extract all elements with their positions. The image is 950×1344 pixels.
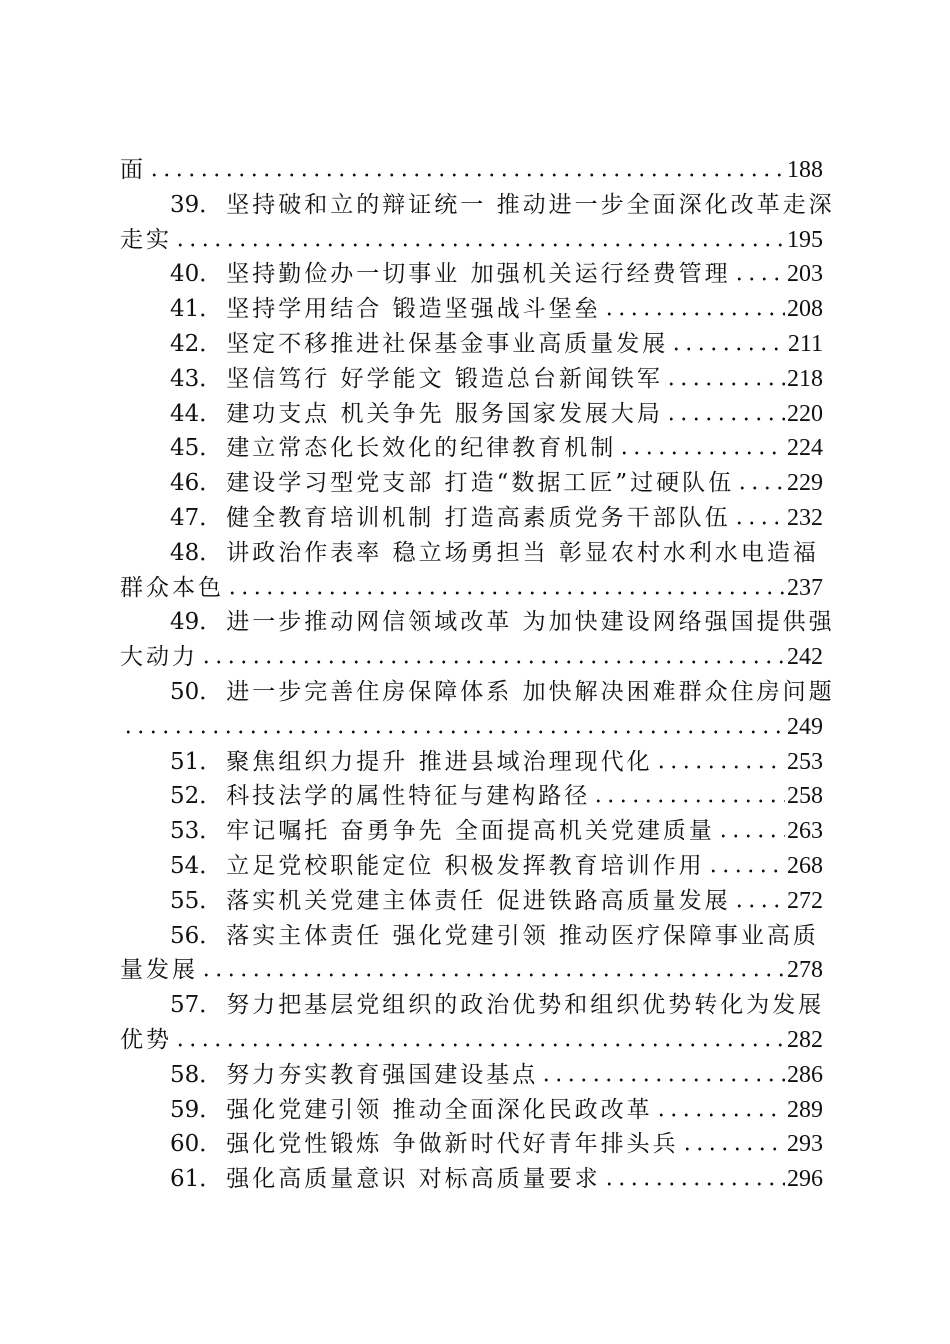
toc-page-number: 232 [787,504,823,531]
toc-entry-title: 走实 [120,226,172,253]
toc-entry-title: 量发展 [120,957,198,984]
toc-entry-title: 强化高质量意识 对标高质量要求 [226,1166,601,1193]
toc-page-number: 272 [787,887,823,914]
toc-entry-line[interactable] [120,675,835,710]
leader-dots [148,173,785,177]
toc-entry-number: 55． [170,887,223,914]
toc-entry-line[interactable] [120,153,823,188]
toc-page-number: 282 [787,1026,823,1053]
toc-entry-number: 57． [170,992,223,1019]
leader-dots [733,521,785,525]
toc-entry-line[interactable] [120,431,823,466]
toc-entry-line[interactable] [120,1093,823,1128]
toc-page-number: 296 [787,1166,823,1193]
toc-entry-line[interactable] [120,571,823,606]
leader-dots [733,904,785,908]
toc-entry-title: 坚持学用结合 锻造坚强战斗堡垒 [226,296,601,323]
toc-entry-number: 61． [170,1166,223,1193]
toc-page-number: 293 [787,1131,823,1158]
toc-page-number: 224 [787,435,823,462]
leader-dots [736,486,785,490]
toc-entry-title: 坚信笃行 好学能文 锻造总台新闻铁军 [226,365,663,392]
leader-dots [226,591,785,595]
leader-dots [707,869,785,873]
toc-entry-title: 大动力 [120,644,198,671]
toc-entry-line[interactable] [120,536,823,571]
toc-entry-number: 47． [170,504,223,531]
toc-page-number: 253 [787,748,823,775]
toc-entry-line[interactable] [120,953,823,988]
toc-entry-number: 59． [170,1096,223,1123]
toc-entry-number: 52． [170,783,223,810]
toc-entry-number: 40． [170,261,223,288]
toc-page-number: 220 [787,400,823,427]
leader-dots [670,347,786,351]
toc-entry-number: 45． [170,435,223,462]
toc-entry-title: 坚定不移推进社保基金事业高质量发展 [226,330,669,357]
toc-entry-line[interactable] [120,710,823,745]
toc-entry-title: 建功支点 机关争先 服务国家发展大局 [226,400,663,427]
toc-entry-line[interactable] [120,257,823,292]
toc-entry-line[interactable] [120,501,823,536]
toc-entry-number: 46． [170,470,223,497]
toc-entry-title: 坚持破和立的辩证统一 推动进一步全面深化改革走深 [226,191,835,218]
leader-dots [681,1147,785,1151]
toc-page-number: 268 [787,852,823,879]
toc-entry-title: 立足党校职能定位 积极发挥教育培训作用 [226,852,705,879]
toc-entry-number: 60． [170,1131,223,1158]
toc-entry-number: 42． [170,330,223,357]
toc-entry-line[interactable] [120,640,823,675]
toc-entry-title: 面 [120,157,146,183]
toc-entry-title: 强化党建引领 推动全面深化民政改革 [226,1096,653,1123]
leader-dots [603,312,785,316]
toc-entry-line[interactable] [120,605,835,640]
toc-entry-title: 落实机关党建主体责任 促进铁路高质量发展 [226,887,731,914]
leader-dots [200,660,785,664]
leader-dots [592,799,785,803]
toc-entry-title: 牢记嘱托 奋勇争先 全面提高机关党建质量 [226,818,715,845]
toc-entry-line[interactable] [120,884,823,919]
toc-entry-line[interactable] [120,745,823,780]
toc-entry-title: 进一步推动网信领域改革 为加快建设网络强国提供强 [226,609,835,636]
leader-dots [665,382,785,386]
leader-dots [618,451,785,455]
toc-entry-title: 进一步完善住房保障体系 加快解决困难群众住房问题 [226,678,835,705]
toc-entry-line[interactable] [120,188,835,223]
toc-page-number: 263 [787,818,823,845]
toc-entry-number: 49． [170,609,223,636]
toc-entry-line[interactable] [120,814,823,849]
toc-entry-title: 强化党性锻炼 争做新时代好青年排头兵 [226,1131,679,1158]
toc-entry-number: 50． [170,678,223,705]
toc-entry-line[interactable] [120,779,823,814]
toc-entry-number: 54． [170,852,223,879]
leader-dots [603,1182,785,1186]
toc-page-number: 286 [787,1061,823,1088]
leader-dots [655,1113,785,1117]
leader-dots [174,243,785,247]
toc-entry-title: 建立常态化长效化的纪律教育机制 [226,435,617,462]
toc-page-number: 258 [787,783,823,810]
toc-entry-line[interactable] [120,1162,823,1197]
toc-entry-line[interactable] [120,1023,823,1058]
table-of-contents [120,153,835,1197]
leader-dots [122,730,785,734]
toc-entry-line[interactable] [120,362,823,397]
toc-entry-number: 56． [170,922,223,949]
toc-page-number: 188 [787,157,823,183]
toc-entry-title: 坚持勤俭办一切事业 加强机关运行经费管理 [226,261,731,288]
toc-entry-line[interactable] [120,1058,823,1093]
toc-entry-line[interactable] [120,849,823,884]
toc-entry-number: 53． [170,818,223,845]
toc-page-number: 229 [787,470,823,497]
toc-entry-number: 41． [170,296,223,323]
toc-entry-title: 聚焦组织力提升 推进县域治理现代化 [226,748,653,775]
toc-page-number: 195 [787,226,823,253]
leader-dots [655,765,785,769]
toc-entry-number: 58． [170,1061,223,1088]
toc-page-number: 211 [787,330,823,357]
toc-entry-number: 43． [170,365,223,392]
toc-page-number: 278 [787,957,823,984]
leader-dots [733,277,785,281]
toc-entry-title: 科技法学的属性特征与建构路径 [226,783,591,810]
toc-entry-line[interactable] [120,919,823,954]
toc-page-number: 218 [787,365,823,392]
toc-entry-title: 落实主体责任 强化党建引领 推动医疗保障事业高质 [226,922,819,949]
toc-entry-number: 44． [170,400,223,427]
toc-page-number: 237 [787,574,823,601]
toc-entry-title: 讲政治作表率 稳立场勇担当 彰显农村水利水电造福 [226,539,819,566]
leader-dots [717,834,785,838]
toc-entry-line[interactable] [120,223,823,258]
toc-entry-title: 健全教育培训机制 打造高素质党务干部队伍 [226,504,731,531]
toc-entry-number: 48． [170,539,223,566]
toc-entry-number: 51． [170,748,223,775]
toc-entry-line[interactable] [120,397,823,432]
toc-entry-line[interactable] [120,466,823,501]
toc-page-number: 242 [787,644,823,671]
toc-entry-title: 努力把基层党组织的政治优势和组织优势转化为发展 [226,992,825,1019]
toc-entry-line[interactable] [120,1127,823,1162]
toc-page-number: 208 [787,296,823,323]
toc-entry-title: 群众本色 [120,574,224,601]
toc-entry-title: 建设学习型党支部 打造“数据工匠”过硬队伍 [226,470,735,497]
leader-dots [200,973,785,977]
toc-entry-line[interactable] [120,292,823,327]
leader-dots [174,1043,785,1047]
toc-page-number: 249 [787,713,823,740]
toc-entry-title: 努力夯实教育强国建设基点 [226,1061,539,1088]
toc-page-number: 203 [787,261,823,288]
toc-entry-title: 优势 [120,1026,172,1053]
toc-entry-number: 39． [170,191,223,218]
leader-dots [665,417,785,421]
toc-entry-line[interactable] [120,988,823,1023]
toc-page-number: 289 [787,1096,823,1123]
leader-dots [540,1078,785,1082]
toc-entry-line[interactable] [120,327,823,362]
